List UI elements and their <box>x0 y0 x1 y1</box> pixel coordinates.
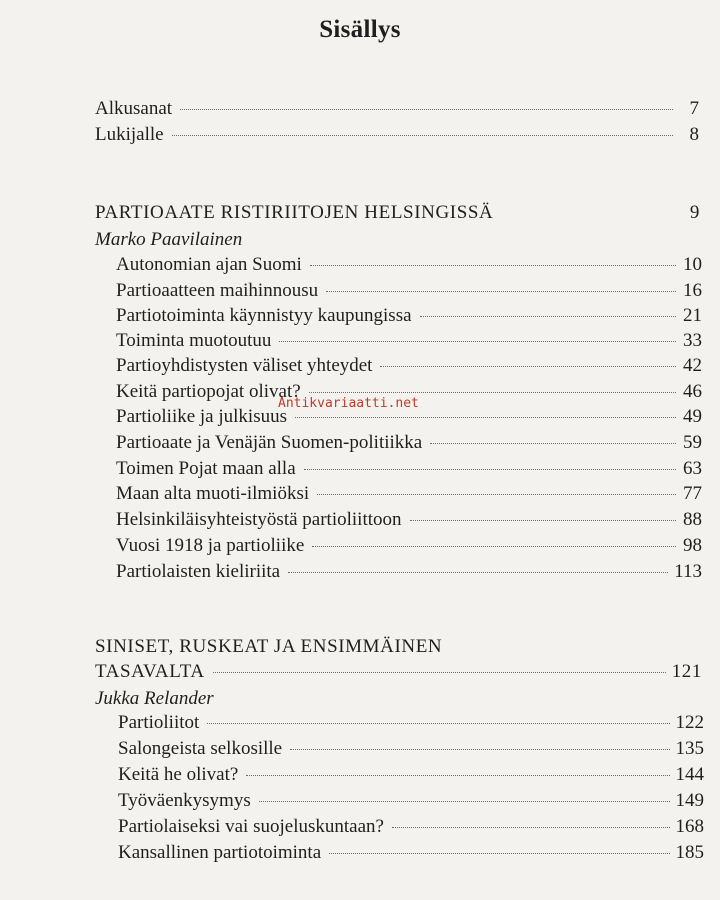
dot-leader <box>380 366 676 367</box>
dot-leader <box>295 417 676 418</box>
entry-label: Alkusanat <box>95 98 173 119</box>
section-title: PARTIOAATE RISTIRIITOJEN HELSINGISSÄ <box>95 202 494 223</box>
entry-label: Partioaate ja Venäjän Suomen-politiikka <box>116 432 423 453</box>
toc-entry <box>116 305 702 329</box>
dot-leader <box>326 291 676 292</box>
watermark-text: Antikvariaatti.net <box>278 396 419 411</box>
entry-label: Salongeista selkosille <box>118 738 283 759</box>
entry-label: Keitä partiopojat olivat? <box>116 381 301 402</box>
dot-leader <box>172 135 673 136</box>
toc-entry <box>116 509 702 533</box>
section-page: 9 <box>689 202 700 223</box>
toc-entry <box>116 483 702 507</box>
page-title: Sisällys <box>319 16 401 43</box>
entry-label: Toiminta muotoutuu <box>116 330 272 351</box>
entry-label: Lukijalle <box>95 124 164 145</box>
entry-page: 33 <box>683 330 702 351</box>
entry-label: Partiotoiminta käynnistyy kaupungissa <box>116 305 412 326</box>
entry-label: Partiolaisten kieliriita <box>116 561 281 582</box>
entry-label: Partioliitot <box>118 712 200 733</box>
entry-page: 144 <box>675 764 704 785</box>
section-page: 121 <box>671 661 702 682</box>
entry-label: Vuosi 1918 ja partioliike <box>116 535 305 556</box>
toc-entry <box>118 712 704 736</box>
section-title-line <box>95 661 702 685</box>
entry-page: 77 <box>683 483 702 504</box>
section-author: Jukka Relander <box>95 688 214 709</box>
entry-page: 21 <box>683 305 702 326</box>
dot-leader <box>312 546 676 547</box>
entry-label: Autonomian ajan Suomi <box>116 254 302 275</box>
toc-entry <box>116 355 702 379</box>
entry-label: Helsinkiläisyhteistyöstä partioliittoon <box>116 509 402 530</box>
dot-leader <box>259 801 670 802</box>
section-title-continued: TASAVALTA <box>95 661 205 682</box>
entry-page: 8 <box>689 124 699 145</box>
dot-leader <box>180 109 673 110</box>
entry-page: 59 <box>683 432 702 453</box>
toc-entry <box>118 816 704 840</box>
toc-entry <box>116 432 702 456</box>
toc-entry <box>116 535 702 559</box>
entry-page: 113 <box>674 561 702 582</box>
entry-label: Partioyhdistysten väliset yhteydet <box>116 355 373 376</box>
toc-entry <box>116 254 702 278</box>
entry-page: 46 <box>683 381 702 402</box>
dot-leader <box>420 316 676 317</box>
entry-label: Työväenkysymys <box>118 790 251 811</box>
entry-page: 135 <box>675 738 704 759</box>
toc-entry <box>116 280 702 304</box>
entry-page: 10 <box>683 254 702 275</box>
entry-label: Partioaatteen maihinnousu <box>116 280 319 301</box>
dot-leader <box>304 469 676 470</box>
toc-entry <box>116 458 702 482</box>
entry-page: 88 <box>683 509 702 530</box>
section-title: SINISET, RUSKEAT JA ENSIMMÄINEN <box>95 636 443 657</box>
entry-page: 168 <box>675 816 704 837</box>
dot-leader <box>430 443 676 444</box>
dot-leader <box>213 672 666 673</box>
entry-page: 149 <box>675 790 704 811</box>
dot-leader <box>207 723 669 724</box>
toc-entry <box>95 124 699 148</box>
toc-entry <box>118 764 704 788</box>
toc-entry <box>95 98 699 122</box>
dot-leader <box>309 392 676 393</box>
toc-entry <box>116 561 702 585</box>
dot-leader <box>246 775 669 776</box>
entry-page: 7 <box>689 98 699 119</box>
dot-leader <box>310 265 676 266</box>
entry-page: 42 <box>683 355 702 376</box>
toc-entry <box>118 738 704 762</box>
entry-label: Kansallinen partiotoiminta <box>118 842 322 863</box>
entry-label: Partioliike ja julkisuus <box>116 406 287 427</box>
dot-leader <box>288 572 668 573</box>
toc-entry <box>116 330 702 354</box>
entry-label: Toimen Pojat maan alla <box>116 458 296 479</box>
toc-entry <box>118 790 704 814</box>
entry-page: 16 <box>683 280 702 301</box>
dot-leader <box>392 827 670 828</box>
entry-page: 98 <box>683 535 702 556</box>
dot-leader <box>329 853 669 854</box>
entry-page: 49 <box>683 406 702 427</box>
entry-label: Maan alta muoti-ilmiöksi <box>116 483 310 504</box>
toc-entry <box>118 842 704 866</box>
entry-label: Partiolaiseksi vai suojeluskuntaan? <box>118 816 384 837</box>
section-author: Marko Paavilainen <box>95 229 243 250</box>
entry-page: 122 <box>675 712 704 733</box>
entry-page: 185 <box>675 842 704 863</box>
dot-leader <box>317 494 676 495</box>
entry-page: 63 <box>683 458 702 479</box>
dot-leader <box>290 749 669 750</box>
dot-leader <box>410 520 676 521</box>
entry-label: Keitä he olivat? <box>118 764 239 785</box>
dot-leader <box>279 341 676 342</box>
